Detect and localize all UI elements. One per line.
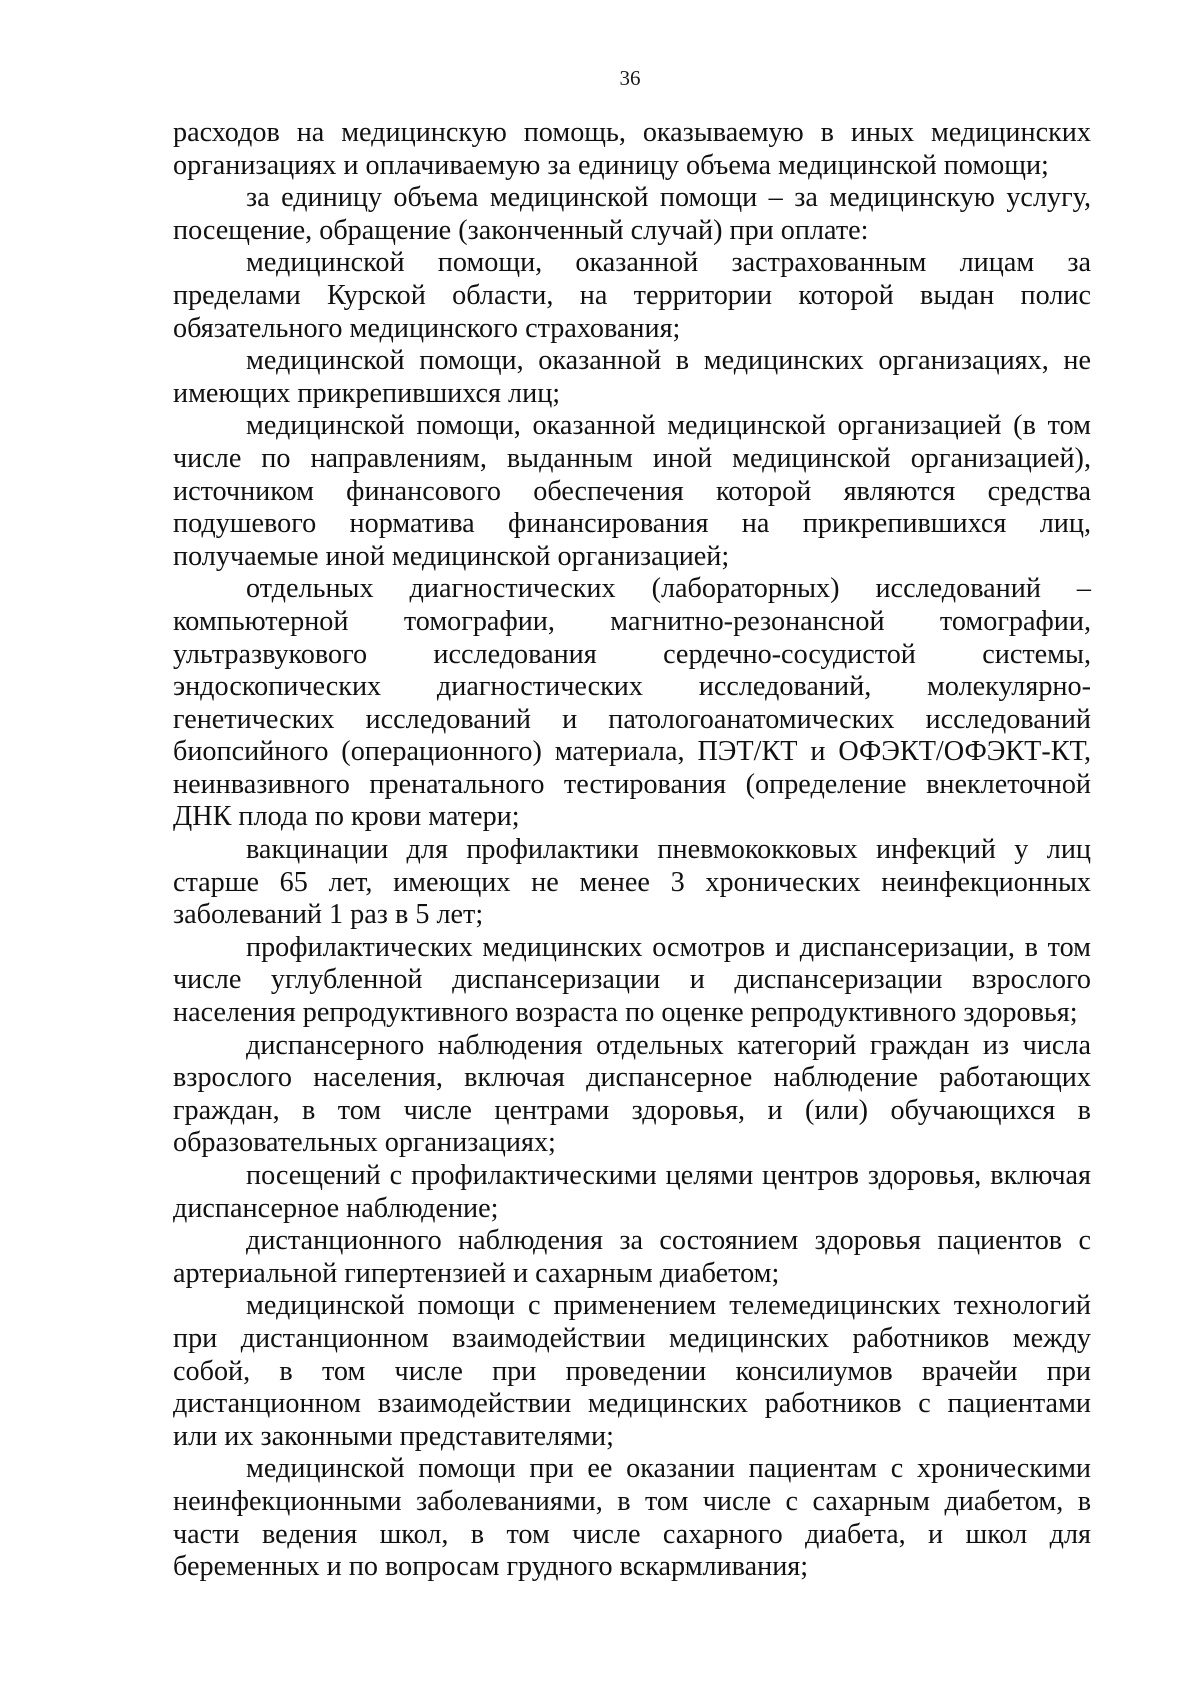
paragraph-11: дистанционного наблюдения за состоянием здоровья пациентов с артериальной гипертензией и сахарным диабетом; (173, 1225, 1091, 1289)
paragraph-12: медицинской помощи с применением телемедицинских технологий при дистанционном взаимодействии медицинских работников между собой, в том числе при проведении консилиумов врачейи при дистанционном взаимодействии медицинских работников с пациентами или их законными представителями; (173, 1290, 1091, 1452)
paragraph-4: медицинской помощи, оказанной в медицинских организациях, не имеющих прикрепившихся лиц; (173, 345, 1091, 409)
paragraph-9: диспансерного наблюдения отдельных категорий граждан из числа взрослого населения, включая диспансерное наблюдение работающих граждан, в том числе центрами здоровья, и (или) обучающихся в образовательных организациях; (173, 1029, 1091, 1159)
paragraph-6: отдельных диагностических (лабораторных) исследований – компьютерной томографии, магнитно-резонансной томографии, ультразвукового исследования сердечно-сосудистой системы, эндоскопических диагностических исследований, молекулярно-генетических исследований и патологоанатомических исследований биопсийного (операционного) материала, ПЭТ/КТ и ОФЭКТ/ОФЭКТ-КТ, неинвазивного пренатального тестирования (определение внеклеточной ДНК плода по крови матери; (173, 573, 1091, 833)
paragraph-13: медицинской помощи при ее оказании пациентам с хроническими неинфекционными заболеваниями, в том числе с сахарным диабетом, в части ведения школ, в том числе сахарного диабета, и школ для беременных и по вопросам грудного вскармливания; (173, 1453, 1091, 1583)
paragraph-7: вакцинации для профилактики пневмококковых инфекций у лиц старше 65 лет, имеющих не менее 3 хронических неинфекционных заболеваний 1 раз в 5 лет; (173, 834, 1091, 931)
paragraph-2: за единицу объема медицинской помощи – за медицинскую услугу, посещение, обращение (законченный случай) при оплате: (173, 182, 1091, 246)
paragraph-10: посещений с профилактическими целями центров здоровья, включая диспансерное наблюдение; (173, 1160, 1091, 1224)
paragraph-5: медицинской помощи, оказанной медицинской организацией (в том числе по направлениям, выданным иной медицинской организацией), источником финансового обеспечения которой являются средства подушевого норматива финансирования на прикрепившихся лиц, получаемые иной медицинской организацией; (173, 410, 1091, 572)
paragraph-1: расходов на медицинскую помощь, оказываемую в иных медицинских организациях и оплачиваемую за единицу объема медицинской помощи; (173, 117, 1091, 181)
page-number: 36 (619, 66, 641, 90)
document-body (173, 117, 1091, 1584)
paragraph-8: профилактических медицинских осмотров и диспансеризации, в том числе углубленной диспансеризации и диспансеризации взрослого населения репродуктивного возраста по оценке репродуктивного здоровья; (173, 931, 1091, 1029)
paragraph-3: медицинской помощи, оказанной застрахованным лицам за пределами Курской области, на территории которой выдан полис обязательного медицинского страхования; (173, 247, 1091, 344)
